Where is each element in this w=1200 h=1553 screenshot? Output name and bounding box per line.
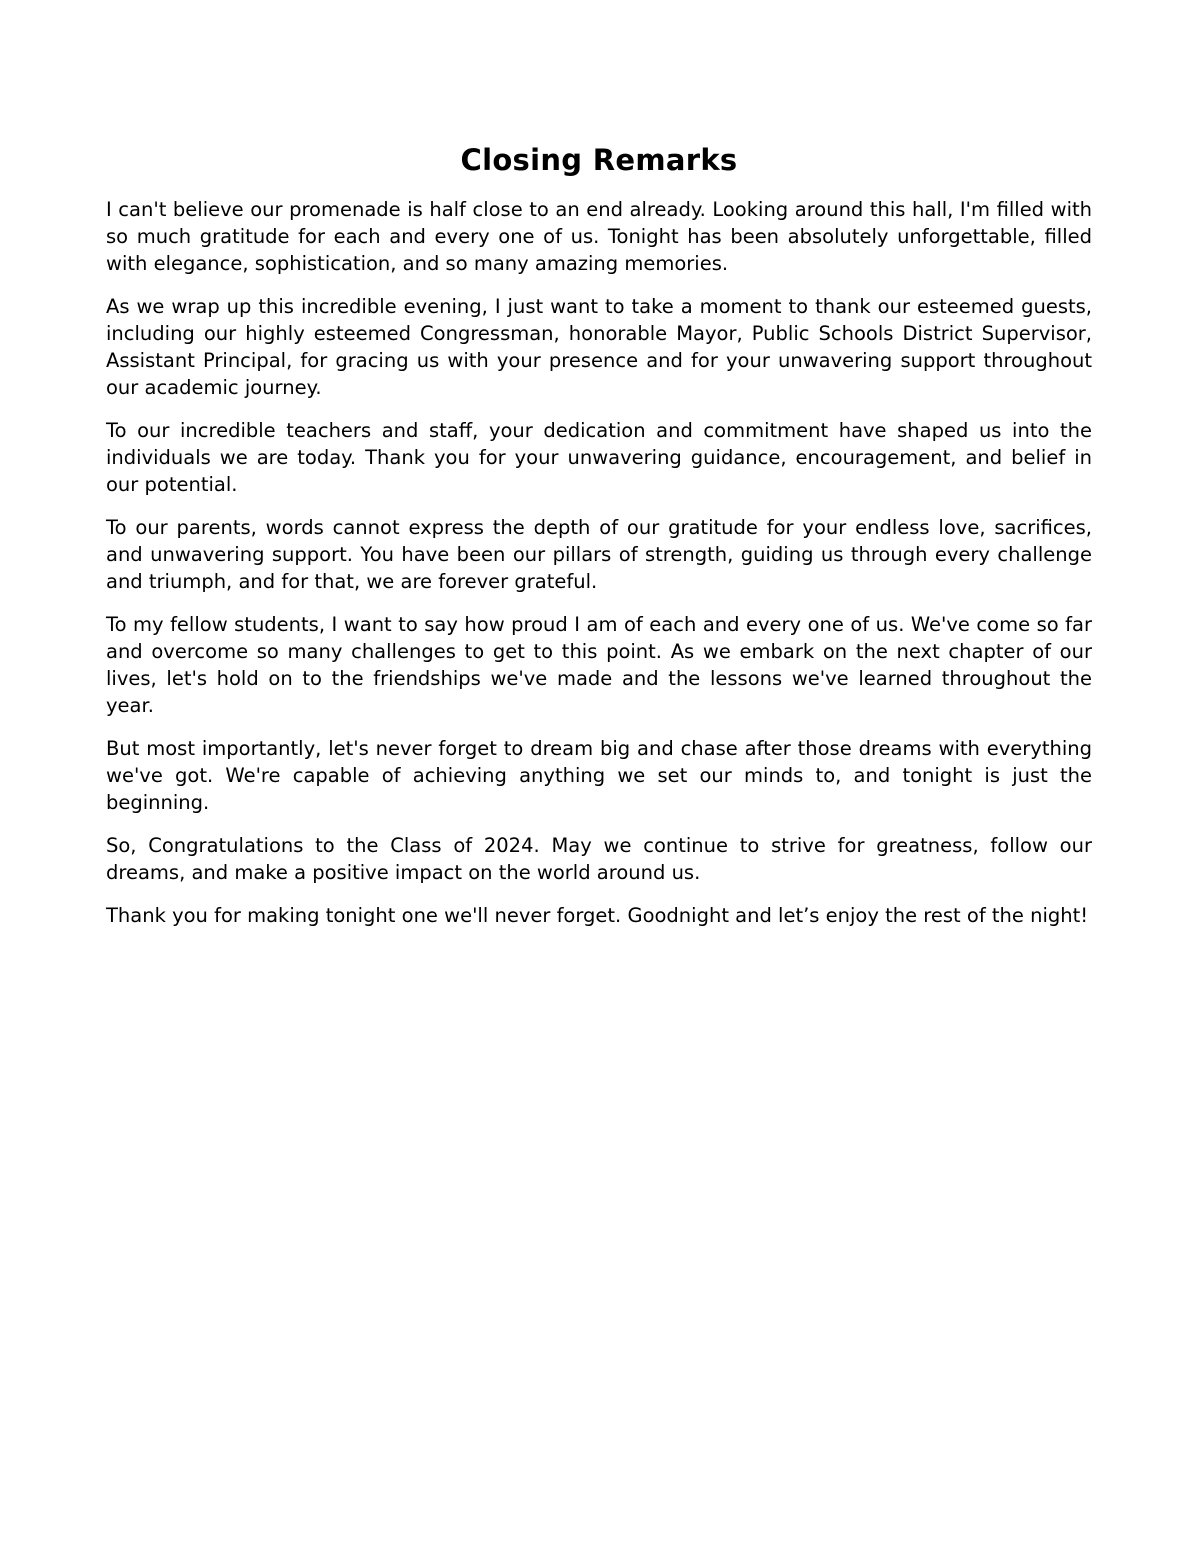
paragraph-thank-you: Thank you for making tonight one we'll never forget. Goodnight and let’s enjoy the rest of the night! [106,904,1089,927]
document-page [106,140,1092,945]
paragraph-teachers: To our incredible teachers and staff, your dedication and commitment have shaped us into the individuals we are today. Thank you for your unwavering guidance, encouragement, and belief in our potential. [106,419,1092,496]
paragraph-gratitude: I can't believe our promenade is half close to an end already. Looking around this hall, I'm filled with so much gratitude for each and every one of us. Tonight has been absolutely unforgettable, filled with elegance, sophistication, and so many amazing memories. [106,198,1092,275]
paragraph-dreams: But most importantly, let's never forget to dream big and chase after those dreams with everything we've got. We're capable of achieving anything we set our minds to, and tonight is just the beginning. [106,737,1092,814]
paragraph-guests: As we wrap up this incredible evening, I just want to take a moment to thank our esteemed guests, including our highly esteemed Congressman, honorable Mayor, Public Schools District Supervisor, Assistant Principal, for gracing us with your presence and for your unwavering support throughout our academic journey. [106,295,1092,399]
paragraph-parents: To our parents, words cannot express the depth of our gratitude for your endless love, sacrifices, and unwavering support. You have been our pillars of strength, guiding us through every challenge and triumph, and for that, we are forever grateful. [106,516,1092,593]
document-title: Closing Remarks [460,143,738,177]
paragraph-students: To my fellow students, I want to say how proud I am of each and every one of us. We've come so far and overcome so many challenges to get to this point. As we embark on the next chapter of our lives, let's hold on to the friendships we've made and the lessons we've learned throughout the year. [106,613,1092,717]
paragraph-congratulations: So, Congratulations to the Class of 2024. May we continue to strive for greatness, follow our dreams, and make a positive impact on the world around us. [106,834,1092,884]
